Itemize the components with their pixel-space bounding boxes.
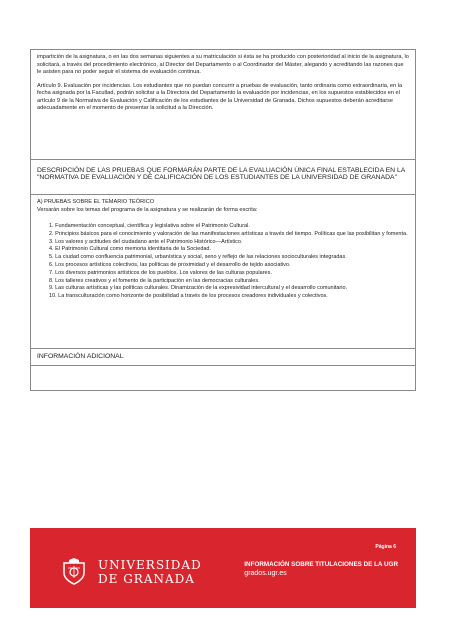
university-name-line2: DE GRANADA (98, 572, 195, 586)
topic-item: 7. Los diversos patrimonios artísticos de los pueblos. Los valores de las culturas populares. (49, 269, 272, 276)
page-number: Página 6 (375, 544, 396, 550)
university-name (98, 558, 202, 586)
topic-item: 9. Las culturas artísticas y las políticas culturales. Dinamización de la expresividad intercultural y el desarrollo comunitario. (49, 285, 348, 292)
test-intro: Versarán sobre los temas del programa de la asignatura y se realizarán de forma escrita: (37, 206, 258, 213)
footer-band (30, 528, 416, 608)
topic-item: 1. Fundamentación conceptual, científica y legislativa sobre el Patrimonio Cultural. (49, 223, 250, 229)
topic-item: 4. El Patrimonio Cultural como memoria identitaria de la Sociedad. (49, 246, 212, 253)
topics-list (49, 223, 409, 301)
intro-section (31, 50, 415, 160)
topic-item: 10. La transculturación como horizonte de posibilidad a través de los procesos creadores individuales y colectivos. (49, 293, 328, 300)
university-name-line1: UNIVERSIDAD (98, 558, 202, 572)
degree-info (244, 560, 398, 579)
topic-item: 5. La ciudad como confluencia patrimonial, urbanística y social, seno y reflejo de las relaciones socioculturales integradas. (49, 254, 347, 261)
additional-info-body (31, 366, 415, 390)
intro-paragraph: impartición de la asignatura, o en las dos semanas siguientes a su matriculación si ésta se ha producido con posterioridad al inicio de la asignatura, lo solicitará, a través del procedimiento electrónico, al Director del Departamento o al Coordinador del Máster, alegando y acreditando las razones que le asisten para no poder seguir el sistema de evaluación continua. (37, 54, 409, 75)
degree-info-title: INFORMACIÓN SOBRE TITULACIONES DE LA UGR (244, 561, 398, 568)
article9-paragraph: Artículo 9. Evaluación por incidencias. Los estudiantes que no puedan concurrir a pruebas de evaluación, tanto ordinaria como extraordinaria, en la fecha asignada por la Facultad, podrán solicitar a la Directora del Departamento la evaluación por incidencias, en los supuestos establecidos en el artículo 9 de la Normativa de Evaluación y Calificación de los estudiantes de la Universidad de Granada. Dichos supuestos deberán acreditarse adecuadamente en el momento de presentar la solicitud a la Dirección. (37, 82, 403, 111)
additional-info-heading: INFORMACIÓN ADICIONAL (37, 353, 124, 360)
degree-info-url[interactable]: grados.ugr.es (244, 570, 287, 577)
evaluation-heading-section (31, 160, 415, 195)
evaluation-heading: DESCRIPCIÓN DE LAS PRUEBAS QUE FORMARÁN PARTE DE LA EVALUACIÓN ÚNICA FINAL ESTABLECIDA EN LA "NORMATIVA DE EVALUACIÓN Y DE CALIFICACIÓN DE LOS ESTUDIANTES DE LA UNIVERSIDAD DE GRANADA" (37, 167, 405, 182)
content-table (30, 49, 416, 391)
topic-item: 2. Principios básicos para el conocimiento y valoración de las manifestaciones artísticas a través del tiempo. Políticas que las posibilitan y fomenta. (49, 230, 408, 237)
theory-tests-section (31, 195, 415, 349)
topic-item: 3. Los valores y actitudes del ciudadano ante el Patrimonio Histórico—Artístico. (49, 238, 243, 245)
additional-info-heading-section (31, 349, 415, 366)
topic-item: 6. Los procesos artísticos colectivos, las políticas de proximidad y el desarrollo de tejido asociativo. (49, 261, 291, 268)
university-crest-icon (60, 558, 88, 586)
test-title: A) PRUEBAS SOBRE EL TEMARIO TEÓRICO (37, 199, 155, 205)
topic-item: 8. Los talleres creativos y el fomento de la participación en las democracias culturales. (49, 277, 260, 284)
